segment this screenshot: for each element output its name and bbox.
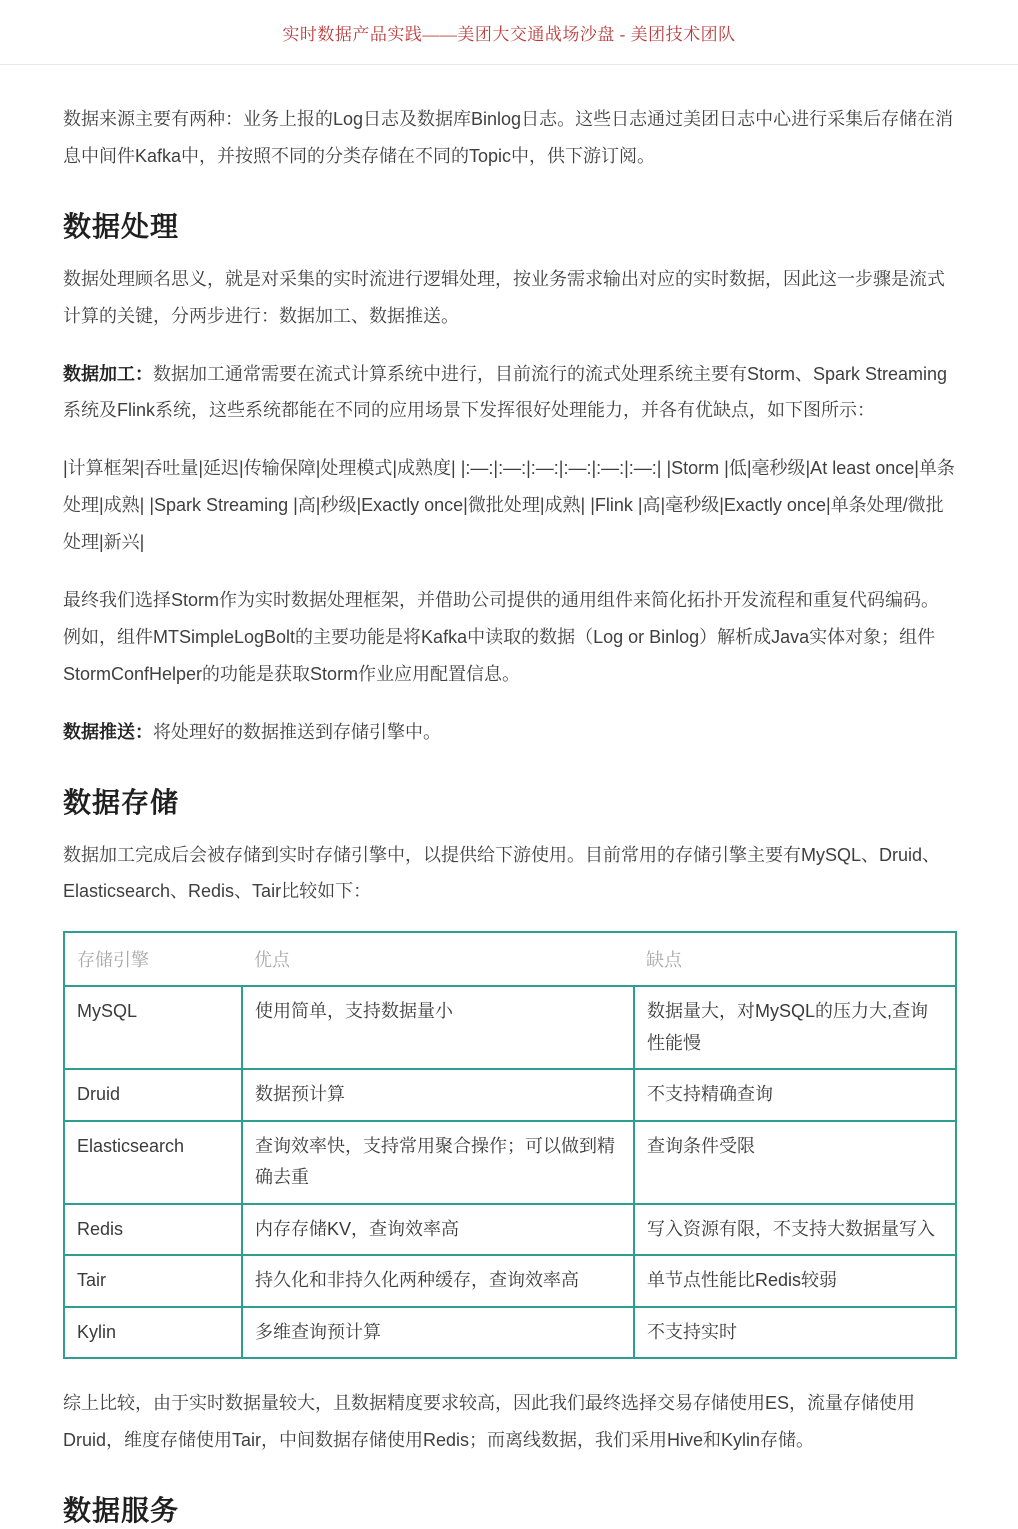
pros-cell: 查询效率快，支持常用聚合操作；可以做到精确去重: [242, 1121, 634, 1204]
pros-cell: 多维查询预计算: [242, 1307, 634, 1359]
paragraph-markdown-table-raw: |计算框架|吞吐量|延迟|传输保障|处理模式|成熟度| |:—:|:—:|:—:|:—:|:—:|:—:| |Storm |低|毫秒级|At least once|单条处理|成熟| |Spark Streaming |高|秒级|Exactly once|微批处理|成熟| |Flink |高|毫秒级|Exactly once|单条处理/微批处理|新兴|: [63, 458, 955, 553]
table-head: [64, 932, 956, 986]
paragraph-storage-overview: 数据加工完成后会被存储到实时存储引擎中，以提供给下游使用。目前常用的存储引擎主要有MySQL、Druid、Elasticsearch、Redis、Tair比较如下：: [63, 844, 941, 902]
table-row-kylin: [64, 1307, 956, 1359]
pros-cell: 内存存储KV，查询效率高: [242, 1204, 634, 1256]
table-body: [64, 986, 956, 1358]
cons-cell: 写入资源有限，不支持大数据量写入: [634, 1204, 956, 1256]
table-row-druid: [64, 1069, 956, 1121]
pros-cell: 持久化和非持久化两种缓存，查询效率高: [242, 1255, 634, 1307]
table-row-elasticsearch: [64, 1121, 956, 1204]
machining-lead-label: 数据加工：: [63, 363, 153, 384]
column-header-cons: 缺点: [634, 932, 956, 986]
paragraph-data-source: 数据来源主要有两种：业务上报的Log日志及数据库Binlog日志。这些日志通过美团日志中心进行采集后存储在消息中间件Kafka中，并按照不同的分类存储在不同的Topic中，供下游订阅。: [63, 109, 954, 166]
cons-cell: 单节点性能比Redis较弱: [634, 1255, 956, 1307]
pros-cell: 使用简单，支持数据量小: [242, 986, 634, 1069]
print-page-header: [0, 0, 1018, 65]
pros-cell: 数据预计算: [242, 1069, 634, 1121]
paragraph-data-push: [63, 714, 955, 751]
column-header-engine: 存储引擎: [64, 932, 242, 986]
heading-data-storage: 数据存储: [63, 786, 180, 818]
push-text: 将处理好的数据推送到存储引擎中。: [153, 721, 441, 742]
table-header-row: [64, 932, 956, 986]
column-header-pros: 优点: [242, 932, 634, 986]
table-row-redis: [64, 1204, 956, 1256]
article-body: [0, 65, 1018, 1529]
page-title: 实时数据产品实践——美团大交通战场沙盘 - 美团技术团队: [282, 24, 736, 44]
engine-cell: Tair: [64, 1255, 242, 1307]
machining-text: 数据加工通常需要在流式计算系统中进行，目前流行的流式处理系统主要有Storm、Spark Streaming系统及Flink系统，这些系统都能在不同的应用场景下发挥很好处理能力，并各有优缺点，如下图所示：: [63, 363, 948, 421]
push-lead-label: 数据推送：: [63, 721, 153, 742]
engine-cell: Redis: [64, 1204, 242, 1256]
paragraph-storm-choice: 最终我们选择Storm作为实时数据处理框架，并借助公司提供的通用组件来简化拓扑开发流程和重复代码编码。例如，组件MTSimpleLogBolt的主要功能是将Kafka中读取的数据（Log or Binlog）解析成Java实体对象；组件StormConfHelper的功能是获取Storm作业应用配置信息。: [63, 590, 940, 684]
paragraph-storage-summary: 综上比较，由于实时数据量较大，且数据精度要求较高，因此我们最终选择交易存储使用ES，流量存储使用Druid，维度存储使用Tair，中间数据存储使用Redis；而离线数据，我们采用Hive和Kylin存储。: [63, 1393, 916, 1451]
engine-cell: Kylin: [64, 1307, 242, 1359]
cons-cell: 查询条件受限: [634, 1121, 956, 1204]
heading-data-service: 数据服务: [63, 1495, 180, 1527]
engine-cell: Druid: [64, 1069, 242, 1121]
cons-cell: 不支持实时: [634, 1307, 956, 1359]
paragraph-processing-overview: 数据处理顾名思义，就是对采集的实时流进行逻辑处理，按业务需求输出对应的实时数据，因此这一步骤是流式计算的关键，分两步进行：数据加工、数据推送。: [63, 268, 945, 326]
storage-engine-comparison-table: [63, 931, 957, 1359]
cons-cell: 不支持精确查询: [634, 1069, 956, 1121]
engine-cell: MySQL: [64, 986, 242, 1069]
engine-cell: Elasticsearch: [64, 1121, 242, 1204]
table-row-tair: [64, 1255, 956, 1307]
cons-cell: 数据量大，对MySQL的压力大,查询性能慢: [634, 986, 956, 1069]
table-row-mysql: [64, 986, 956, 1069]
heading-data-processing: 数据处理: [63, 210, 180, 242]
paragraph-data-machining: [63, 356, 955, 430]
